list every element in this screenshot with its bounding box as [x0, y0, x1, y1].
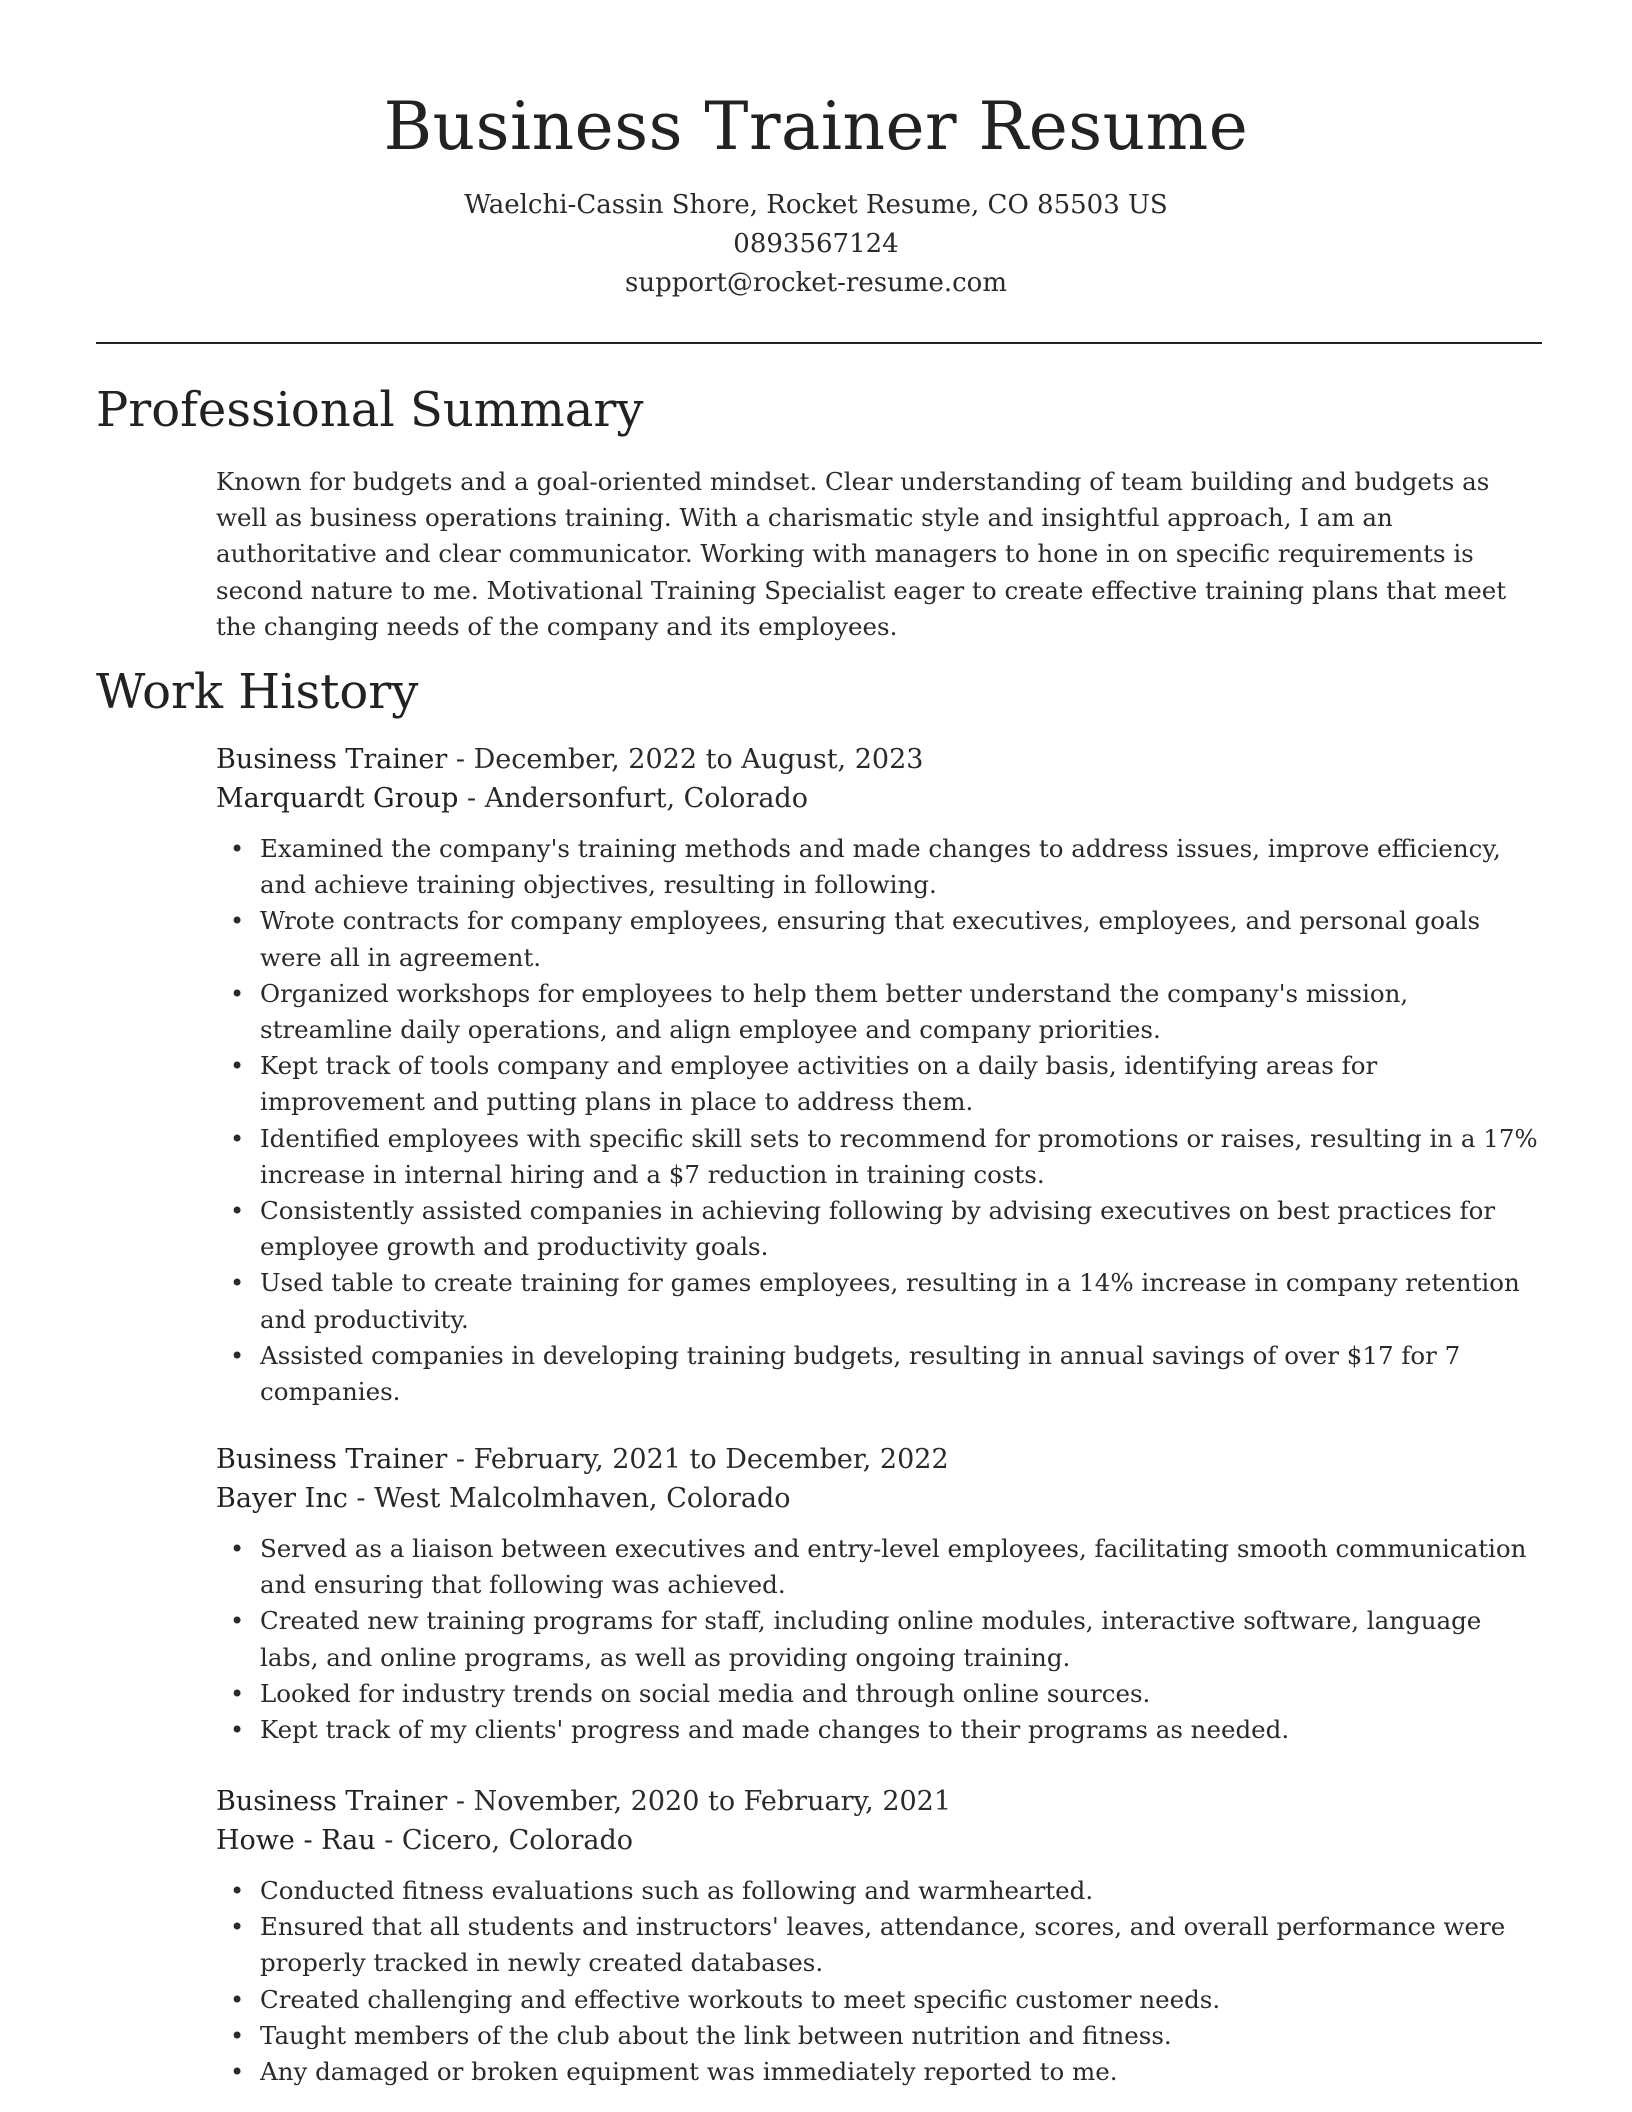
bullet-icon: • [230, 1913, 245, 1942]
bullet-icon: • [230, 1716, 245, 1745]
bullet-text: Kept track of my clients' progress and made changes to their programs as needed. [260, 1715, 1290, 1745]
job-dates: - December, 2022 to August, 2023 [447, 744, 924, 775]
phone-line: 0893567124 [733, 229, 899, 259]
bullet-text: Conducted fitness evaluations such as following and warmhearted. [260, 1876, 1094, 1905]
bullet-icon: • [230, 979, 245, 1008]
address-line: Waelchi-Cassin Shore, Rocket Resume, CO 85503 US [464, 190, 1168, 220]
job-company: Marquardt Group [216, 783, 459, 814]
job-dates: - February, 2021 to December, 2022 [447, 1444, 949, 1475]
summary-text: Known for budgets and a goal-oriented mindset. Clear understanding of team building and budgets as well as business operations training. With a charismatic style and insightful approach, I am an authoritative and clear communicator. Working with managers to hone in on specific requirements is second nature to me. Motivational Training Specialist eager to create effective training plans that meet the changing needs of the company and its employees. [216, 467, 1507, 641]
bullet-text: Wrote contracts for company employees, ensuring that executives, employees, and personal goals were all in agreement. [260, 906, 1481, 972]
job-title-line [216, 1782, 1542, 1821]
bullet-text: Identified employees with specific skill sets to recommend for promotions or raises, resulting in a 17% increase in internal hiring and a $7 reduction in training costs. [260, 1123, 1538, 1189]
job-company-line [216, 779, 1542, 818]
job-location: - West Malcolmhaven, Colorado [347, 1483, 791, 1514]
bullet-icon: • [230, 1197, 245, 1226]
list-item [216, 1531, 1542, 1603]
bullet-icon: • [230, 907, 245, 936]
list-item [216, 1338, 1542, 1410]
job-title: Business Trainer [216, 1786, 448, 1817]
bullet-text: Any damaged or broken equipment was immediately reported to me. [260, 2057, 1118, 2087]
job-company-line [216, 1821, 1542, 1860]
bullet-icon: • [230, 1269, 245, 1298]
bullet-text: Served as a liaison between executives and entry-level employees, facilitating smooth communication and ensuring that following was achieved. [260, 1534, 1527, 1600]
bullet-text: Looked for industry trends on social media and through online sources. [260, 1678, 1151, 1708]
resume-header [0, 0, 1632, 303]
job-title: Business Trainer [216, 744, 448, 775]
bullet-text: Used table to create training for games employees, resulting in a 14% increase in company retention and productivity. [260, 1268, 1520, 1334]
bullet-text: Organized workshops for employees to help them better understand the company's mission, streamline daily operations, and align employee and company priorities. [260, 978, 1409, 1045]
list-item [216, 1676, 1542, 1712]
bullet-icon: • [230, 2058, 245, 2087]
list-item [216, 1909, 1542, 1981]
job-bullet-list [216, 1531, 1542, 1748]
bullet-icon: • [230, 1341, 245, 1370]
bullet-icon: • [230, 1607, 245, 1636]
bullet-text: Examined the company's training methods and made changes to address issues, improve efficiency, and achieve training objectives, resulting in following. [260, 834, 1501, 900]
resume-title: Business Trainer Resume [383, 88, 1249, 165]
job-location: - Andersonfurt, Colorado [458, 783, 808, 814]
job-dates: - November, 2020 to February, 2021 [447, 1786, 952, 1817]
contact-info [0, 186, 1632, 303]
job-entry [216, 1440, 1542, 1748]
email-line: support@rocket-resume.com [624, 268, 1007, 298]
bullet-text: Assisted companies in developing training budgets, resulting in annual savings of over $17 for 7 companies. [260, 1340, 1461, 1407]
work-history-heading: Work History [96, 664, 419, 720]
summary-heading: Professional Summary [96, 382, 644, 438]
bullet-icon: • [230, 1877, 245, 1905]
job-title-line [216, 1440, 1542, 1479]
job-location: - Cicero, Colorado [375, 1825, 633, 1856]
list-item [216, 1712, 1542, 1748]
job-entry [216, 740, 1542, 1410]
job-title: Business Trainer [216, 1444, 448, 1475]
bullet-icon: • [230, 1535, 245, 1563]
list-item [216, 1982, 1542, 2018]
list-item [216, 1121, 1542, 1193]
bullet-text: Consistently assisted companies in achieving following by advising executives on best practices for employee growth and productivity goals. [260, 1196, 1496, 1262]
job-company: Bayer Inc [216, 1483, 348, 1514]
bullet-text: Created new training programs for staff, including online modules, interactive software, language labs, and online programs, as well as providing ongoing training. [260, 1606, 1482, 1672]
list-item [216, 903, 1542, 975]
bullet-icon: • [230, 1124, 245, 1153]
bullet-icon: • [230, 1985, 245, 2014]
bullet-text: Ensured that all students and instructors' leaves, attendance, scores, and overall performance were properly tracked in newly created databases. [260, 1912, 1506, 1978]
list-item [216, 831, 1542, 903]
list-item [216, 1048, 1542, 1120]
job-company-line [216, 1479, 1542, 1518]
bullet-icon: • [230, 1679, 245, 1708]
list-item [216, 1603, 1542, 1675]
job-title-line [216, 740, 1542, 779]
list-item [216, 2018, 1542, 2054]
bullet-text: Created challenging and effective workouts to meet specific customer needs. [260, 1984, 1221, 2014]
bullet-text: Taught members of the club about the link between nutrition and fitness. [260, 2020, 1172, 2050]
list-item [216, 1193, 1542, 1265]
job-entry [216, 1782, 1542, 2090]
list-item [216, 1873, 1542, 1909]
list-item [216, 976, 1542, 1048]
bullet-icon: • [230, 1052, 245, 1081]
bullet-icon: • [230, 835, 245, 863]
bullet-icon: • [230, 2021, 245, 2050]
list-item [216, 2054, 1542, 2090]
header-divider [96, 342, 1542, 344]
job-bullet-list [216, 1873, 1542, 2090]
job-bullet-list [216, 831, 1542, 1410]
bullet-text: Kept track of tools company and employee activities on a daily basis, identifying areas for improvement and putting plans in place to address them. [260, 1051, 1378, 1117]
job-company: Howe - Rau [216, 1825, 376, 1856]
list-item [216, 1265, 1542, 1337]
